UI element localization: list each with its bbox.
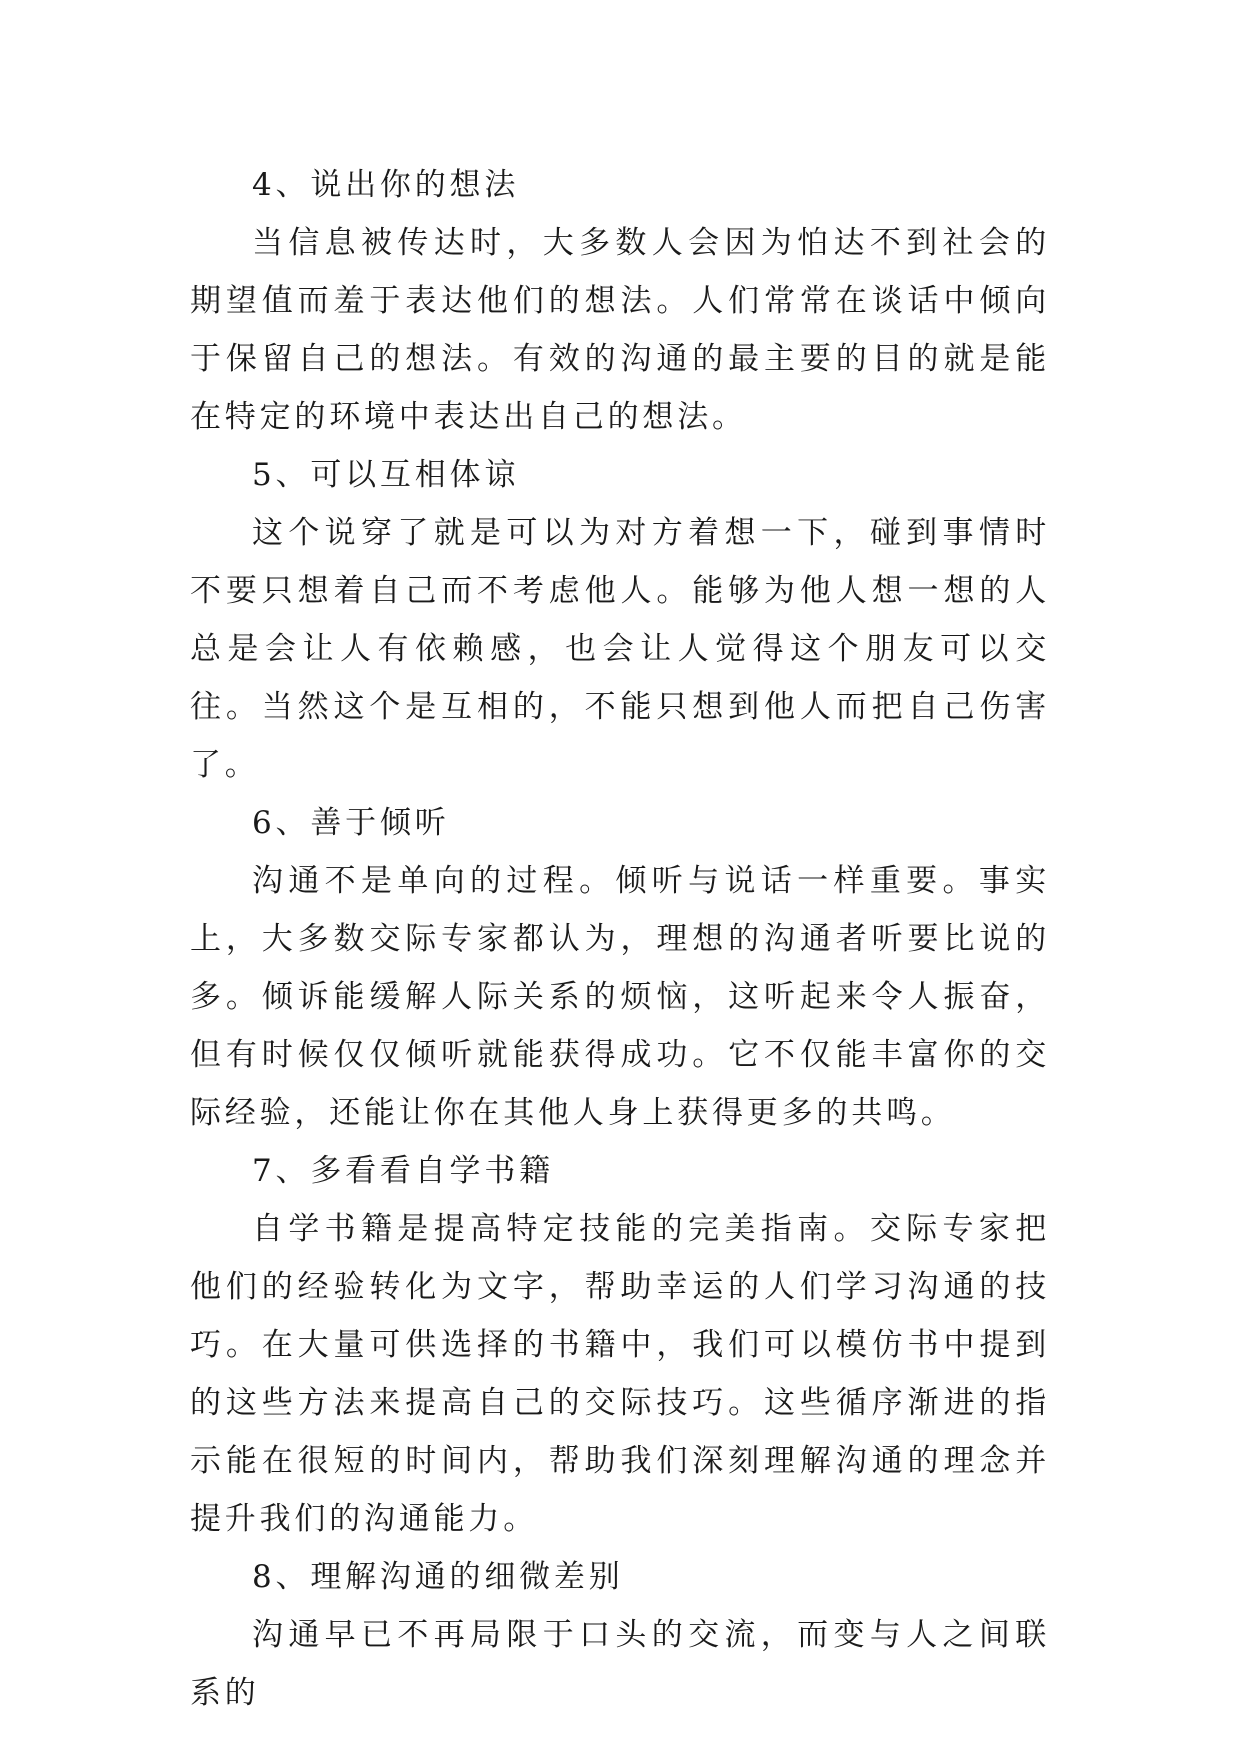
section-heading-7: 7、多看看自学书籍 xyxy=(252,1153,554,1189)
section-paragraph-5: 这个说穿了就是可以为对方着想一下，碰到事情时不要只想着自己而不考虑他人。能够为他人想一想的人总是会让人有依赖感，也会让人觉得这个朋友可以交往。当然这个是互相的，不能只想到他人而把自己伤害了。 xyxy=(190,515,1050,783)
section-paragraph-7: 自学书籍是提高特定技能的完美指南。交际专家把他们的经验转化为文字，帮助幸运的人们学习沟通的技巧。在大量可供选择的书籍中，我们可以模仿书中提到的这些方法来提高自己的交际技巧。这些循序渐进的指示能在很短的时间内，帮助我们深刻理解沟通的理念并提升我们的沟通能力。 xyxy=(190,1211,1050,1537)
section-heading-8: 8、理解沟通的细微差别 xyxy=(252,1559,624,1595)
document-body xyxy=(190,156,1050,1722)
section-paragraph-6: 沟通不是单向的过程。倾听与说话一样重要。事实上，大多数交际专家都认为，理想的沟通者听要比说的多。倾诉能缓解人际关系的烦恼，这听起来令人振奋，但有时候仅仅倾听就能获得成功。它不仅能丰富你的交际经验，还能让你在其他人身上获得更多的共鸣。 xyxy=(190,863,1050,1131)
section-heading-4: 4、说出你的想法 xyxy=(252,167,520,203)
section-heading-6: 6、善于倾听 xyxy=(252,805,450,841)
section-heading-5: 5、可以互相体谅 xyxy=(252,457,520,493)
section-paragraph-8: 沟通早已不再局限于口头的交流，而变与人之间联系的 xyxy=(190,1617,1050,1711)
section-paragraph-4: 当信息被传达时，大多数人会因为怕达不到社会的期望值而羞于表达他们的想法。人们常常在谈话中倾向于保留自己的想法。有效的沟通的最主要的目的就是能在特定的环境中表达出自己的想法。 xyxy=(190,225,1050,435)
